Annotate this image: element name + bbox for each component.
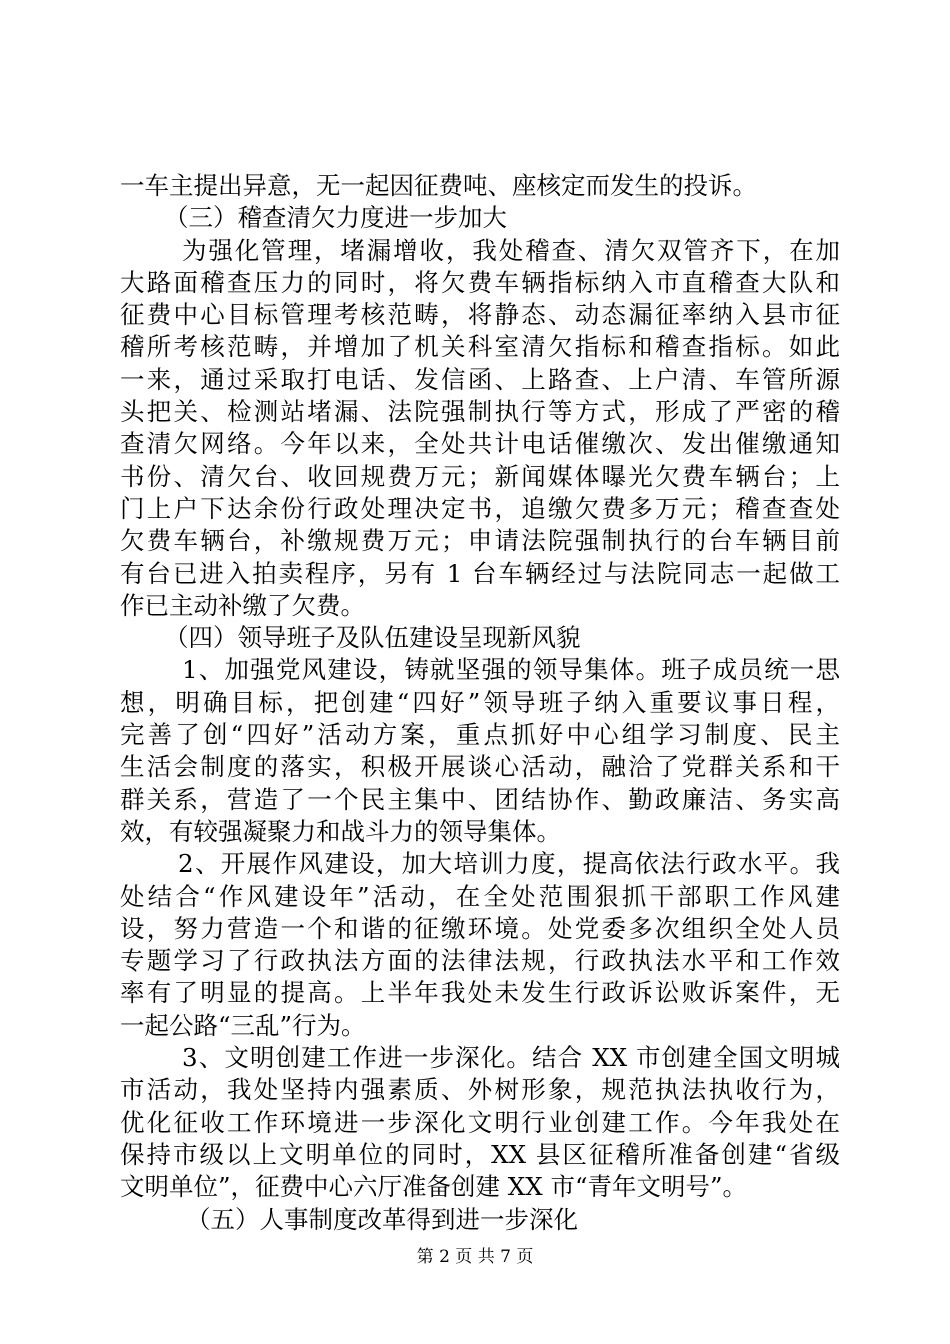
text-line: 稽所考核范畴，并增加了机关科室清欠指标和稽查指标。如此: [120, 332, 840, 362]
text-line: 生活会制度的落实，积极开展谈心活动，融洽了党群关系和干: [120, 752, 840, 782]
text-line: 群关系，营造了一个民主集中、团结协作、勤政廉洁、务实高: [120, 784, 840, 814]
text-line: 文明单位”，征费中心六厅准备创建 XX 市“青年文明号”。: [120, 1172, 748, 1202]
text-line: 征费中心目标管理考核范畴，将静态、动态漏征率纳入县市征: [120, 300, 840, 330]
text-line: 专题学习了行政执法方面的法律法规，行政执法水平和工作效: [120, 946, 840, 976]
text-line: （三）稽查清欠力度进一步加大: [164, 203, 507, 233]
text-line: 想，明确目标，把创建“四好”领导班子纳入重要议事日程，: [120, 687, 840, 717]
text-line: 为强化管理，堵漏增收，我处稽查、清欠双管齐下，在加: [182, 235, 840, 265]
text-line: 查清欠网络。今年以来，全处共计电话催缴次、发出催缴通知: [120, 429, 840, 459]
text-line: 一起公路“三乱”行为。: [120, 1010, 366, 1040]
text-line: 头把关、检测站堵漏、法院强制执行等方式，形成了严密的稽: [120, 397, 840, 427]
text-line: 2、开展作风建设，加大培训力度，提高依法行政水平。我: [178, 849, 840, 879]
text-line: 一车主提出异意，无一起因征费吨、座核定而发生的投诉。: [120, 171, 757, 200]
text-line: 大路面稽查压力的同时，将欠费车辆指标纳入市直稽查大队和: [120, 267, 840, 297]
text-line: 率有了明显的提高。上半年我处未发生行政诉讼败诉案件，无: [120, 978, 840, 1008]
text-line: （五）人事制度改革得到进一步深化: [186, 1204, 578, 1234]
page-footer: [0, 1246, 950, 1268]
text-line: 优化征收工作环境进一步深化文明行业创建工作。今年我处在: [120, 1107, 840, 1137]
text-line: 欠费车辆台，补缴规费万元；申请法院强制执行的台车辆目前: [120, 526, 840, 556]
text-line: 门上户下达余份行政处理决定书，追缴欠费多万元；稽查查处: [120, 493, 840, 523]
text-line: 有台已进入拍卖程序，另有 1 台车辆经过与法院同志一起做工: [120, 558, 840, 588]
text-line: 处结合“作风建设年”活动，在全处范围狠抓干部职工作风建: [120, 881, 840, 911]
text-line: 1、加强党风建设，铸就坚强的领导集体。班子成员统一思: [182, 655, 840, 685]
text-line: 设，努力营造一个和谐的征缴环境。处党委多次组织全处人员: [120, 913, 840, 943]
text-line: 保持市级以上文明单位的同时，XX 县区征稽所准备创建“省级: [120, 1139, 840, 1169]
text-line: 3、文明创建工作进一步深化。结合 XX 市创建全国文明城: [182, 1043, 840, 1073]
text-line: 一来，通过采取打电话、发信函、上路查、上户清、车管所源: [120, 364, 840, 394]
text-line: 书份、清欠台、收回规费万元；新闻媒体曝光欠费车辆台；上: [120, 461, 840, 491]
page-number-label: 第 2 页 共 7 页: [416, 1247, 534, 1267]
text-line: 市活动，我处坚持内强素质、外树形象，规范执法执收行为，: [120, 1075, 840, 1105]
document-body: [120, 170, 840, 1236]
text-line: 作已主动补缴了欠费。: [120, 590, 365, 620]
text-line: （四）领导班子及队伍建设呈现新风貌: [164, 623, 581, 653]
text-line: 完善了创“四好”活动方案，重点抓好中心组学习制度、民主: [120, 720, 840, 750]
text-line: 效，有较强凝聚力和战斗力的领导集体。: [120, 816, 561, 846]
